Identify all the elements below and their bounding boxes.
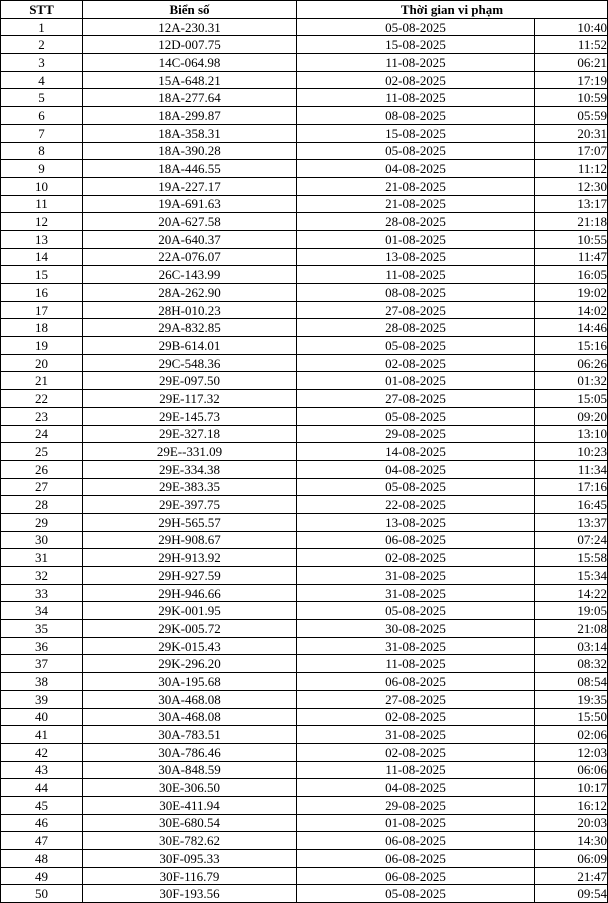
row-plate: 20A-627.58 xyxy=(83,213,297,231)
row-plate: 29E-327.18 xyxy=(83,425,297,443)
row-stt: 50 xyxy=(1,885,83,903)
row-time: 12:03 xyxy=(535,743,608,761)
table-row xyxy=(1,620,608,638)
row-plate: 29H-913.92 xyxy=(83,549,297,567)
row-time: 15:58 xyxy=(535,549,608,567)
row-time: 02:06 xyxy=(535,726,608,744)
table-row xyxy=(1,850,608,868)
row-stt: 7 xyxy=(1,124,83,142)
row-time: 14:30 xyxy=(535,832,608,850)
row-time: 01:32 xyxy=(535,372,608,390)
row-stt: 22 xyxy=(1,390,83,408)
row-stt: 8 xyxy=(1,142,83,160)
row-plate: 30E-411.94 xyxy=(83,796,297,814)
row-plate: 29H-927.59 xyxy=(83,567,297,585)
row-plate: 30A-468.08 xyxy=(83,708,297,726)
table-row xyxy=(1,372,608,390)
row-time: 15:34 xyxy=(535,567,608,585)
row-plate: 19A-691.63 xyxy=(83,195,297,213)
table-row xyxy=(1,567,608,585)
row-plate: 30F-116.79 xyxy=(83,867,297,885)
table-row xyxy=(1,337,608,355)
row-stt: 40 xyxy=(1,708,83,726)
row-stt: 6 xyxy=(1,107,83,125)
row-stt: 29 xyxy=(1,513,83,531)
row-stt: 2 xyxy=(1,36,83,54)
header-stt: STT xyxy=(1,1,83,19)
row-time: 06:26 xyxy=(535,354,608,372)
row-plate: 29A-832.85 xyxy=(83,319,297,337)
row-plate: 29E-383.35 xyxy=(83,478,297,496)
row-plate: 29E-145.73 xyxy=(83,407,297,425)
table-row xyxy=(1,513,608,531)
table-row xyxy=(1,655,608,673)
row-plate: 28H-010.23 xyxy=(83,301,297,319)
row-date: 05-08-2025 xyxy=(297,337,535,355)
row-time: 10:55 xyxy=(535,230,608,248)
row-date: 06-08-2025 xyxy=(297,867,535,885)
row-date: 27-08-2025 xyxy=(297,390,535,408)
row-stt: 49 xyxy=(1,867,83,885)
row-plate: 19A-227.17 xyxy=(83,177,297,195)
row-plate: 18A-299.87 xyxy=(83,107,297,125)
row-stt: 14 xyxy=(1,248,83,266)
row-date: 31-08-2025 xyxy=(297,567,535,585)
row-date: 30-08-2025 xyxy=(297,620,535,638)
row-stt: 34 xyxy=(1,602,83,620)
row-stt: 24 xyxy=(1,425,83,443)
row-stt: 9 xyxy=(1,160,83,178)
row-plate: 18A-446.55 xyxy=(83,160,297,178)
row-time: 10:17 xyxy=(535,779,608,797)
row-date: 02-08-2025 xyxy=(297,549,535,567)
row-time: 13:10 xyxy=(535,425,608,443)
row-plate: 30E-680.54 xyxy=(83,814,297,832)
row-time: 15:16 xyxy=(535,337,608,355)
row-stt: 5 xyxy=(1,89,83,107)
row-stt: 4 xyxy=(1,71,83,89)
row-date: 04-08-2025 xyxy=(297,460,535,478)
row-date: 01-08-2025 xyxy=(297,230,535,248)
row-date: 11-08-2025 xyxy=(297,761,535,779)
table-row xyxy=(1,54,608,72)
row-time: 10:23 xyxy=(535,443,608,461)
table-row xyxy=(1,142,608,160)
row-stt: 25 xyxy=(1,443,83,461)
table-row xyxy=(1,531,608,549)
row-date: 06-08-2025 xyxy=(297,850,535,868)
row-plate: 30A-468.08 xyxy=(83,690,297,708)
row-date: 02-08-2025 xyxy=(297,354,535,372)
table-row xyxy=(1,89,608,107)
row-stt: 32 xyxy=(1,567,83,585)
row-plate: 22A-076.07 xyxy=(83,248,297,266)
row-time: 21:08 xyxy=(535,620,608,638)
row-stt: 46 xyxy=(1,814,83,832)
row-date: 05-08-2025 xyxy=(297,18,535,36)
table-row xyxy=(1,690,608,708)
row-time: 10:40 xyxy=(535,18,608,36)
table-row xyxy=(1,390,608,408)
table-row xyxy=(1,443,608,461)
row-stt: 39 xyxy=(1,690,83,708)
row-date: 05-08-2025 xyxy=(297,407,535,425)
row-plate: 20A-640.37 xyxy=(83,230,297,248)
row-plate: 30A-195.68 xyxy=(83,673,297,691)
row-time: 17:07 xyxy=(535,142,608,160)
row-date: 31-08-2025 xyxy=(297,726,535,744)
table-row xyxy=(1,266,608,284)
row-plate: 30A-786.46 xyxy=(83,743,297,761)
row-date: 31-08-2025 xyxy=(297,584,535,602)
row-stt: 33 xyxy=(1,584,83,602)
row-date: 21-08-2025 xyxy=(297,195,535,213)
table-row xyxy=(1,460,608,478)
row-plate: 29K-296.20 xyxy=(83,655,297,673)
header-violation-time: Thời gian vi phạm xyxy=(297,1,608,19)
table-row xyxy=(1,160,608,178)
row-date: 05-08-2025 xyxy=(297,885,535,903)
row-time: 20:03 xyxy=(535,814,608,832)
table-row xyxy=(1,779,608,797)
row-time: 05:59 xyxy=(535,107,608,125)
table-row xyxy=(1,195,608,213)
row-date: 05-08-2025 xyxy=(297,478,535,496)
row-date: 02-08-2025 xyxy=(297,743,535,761)
row-plate: 29C-548.36 xyxy=(83,354,297,372)
row-stt: 43 xyxy=(1,761,83,779)
row-time: 16:05 xyxy=(535,266,608,284)
row-stt: 42 xyxy=(1,743,83,761)
row-time: 11:47 xyxy=(535,248,608,266)
row-stt: 19 xyxy=(1,337,83,355)
table-row xyxy=(1,832,608,850)
table-row xyxy=(1,478,608,496)
row-plate: 12A-230.31 xyxy=(83,18,297,36)
row-date: 29-08-2025 xyxy=(297,425,535,443)
row-date: 11-08-2025 xyxy=(297,89,535,107)
row-time: 14:46 xyxy=(535,319,608,337)
row-plate: 29E-334.38 xyxy=(83,460,297,478)
row-date: 05-08-2025 xyxy=(297,602,535,620)
row-time: 17:16 xyxy=(535,478,608,496)
row-plate: 15A-648.21 xyxy=(83,71,297,89)
table-row xyxy=(1,18,608,36)
row-plate: 18A-358.31 xyxy=(83,124,297,142)
row-stt: 27 xyxy=(1,478,83,496)
table-row xyxy=(1,796,608,814)
row-date: 29-08-2025 xyxy=(297,796,535,814)
row-time: 19:05 xyxy=(535,602,608,620)
table-row xyxy=(1,284,608,302)
row-stt: 48 xyxy=(1,850,83,868)
table-row xyxy=(1,637,608,655)
row-stt: 23 xyxy=(1,407,83,425)
table-row xyxy=(1,248,608,266)
row-time: 19:35 xyxy=(535,690,608,708)
row-stt: 10 xyxy=(1,177,83,195)
table-row xyxy=(1,867,608,885)
row-plate: 26C-143.99 xyxy=(83,266,297,284)
table-row xyxy=(1,36,608,54)
row-stt: 38 xyxy=(1,673,83,691)
row-plate: 30F-193.56 xyxy=(83,885,297,903)
table-row xyxy=(1,124,608,142)
row-time: 09:54 xyxy=(535,885,608,903)
row-date: 22-08-2025 xyxy=(297,496,535,514)
row-date: 21-08-2025 xyxy=(297,177,535,195)
row-plate: 29H-565.57 xyxy=(83,513,297,531)
row-time: 21:18 xyxy=(535,213,608,231)
row-date: 28-08-2025 xyxy=(297,319,535,337)
row-plate: 12D-007.75 xyxy=(83,36,297,54)
table-row xyxy=(1,708,608,726)
table-row xyxy=(1,814,608,832)
row-stt: 44 xyxy=(1,779,83,797)
row-time: 06:06 xyxy=(535,761,608,779)
table-row xyxy=(1,71,608,89)
row-date: 06-08-2025 xyxy=(297,832,535,850)
table-row xyxy=(1,602,608,620)
row-time: 09:20 xyxy=(535,407,608,425)
row-date: 11-08-2025 xyxy=(297,655,535,673)
table-row xyxy=(1,230,608,248)
row-date: 08-08-2025 xyxy=(297,107,535,125)
row-time: 16:45 xyxy=(535,496,608,514)
row-plate: 29H-908.67 xyxy=(83,531,297,549)
row-stt: 36 xyxy=(1,637,83,655)
table-row xyxy=(1,425,608,443)
row-date: 01-08-2025 xyxy=(297,372,535,390)
row-plate: 30E-782.62 xyxy=(83,832,297,850)
row-date: 15-08-2025 xyxy=(297,36,535,54)
row-plate: 29E-117.32 xyxy=(83,390,297,408)
table-row xyxy=(1,319,608,337)
row-date: 31-08-2025 xyxy=(297,637,535,655)
row-stt: 31 xyxy=(1,549,83,567)
row-plate: 29H-946.66 xyxy=(83,584,297,602)
row-stt: 41 xyxy=(1,726,83,744)
row-stt: 12 xyxy=(1,213,83,231)
row-plate: 28A-262.90 xyxy=(83,284,297,302)
row-stt: 47 xyxy=(1,832,83,850)
table-row xyxy=(1,549,608,567)
row-plate: 14C-064.98 xyxy=(83,54,297,72)
table-row xyxy=(1,726,608,744)
row-stt: 20 xyxy=(1,354,83,372)
row-stt: 37 xyxy=(1,655,83,673)
row-date: 06-08-2025 xyxy=(297,673,535,691)
table-row xyxy=(1,354,608,372)
row-time: 06:09 xyxy=(535,850,608,868)
row-time: 15:50 xyxy=(535,708,608,726)
row-time: 15:05 xyxy=(535,390,608,408)
row-date: 05-08-2025 xyxy=(297,142,535,160)
row-time: 10:59 xyxy=(535,89,608,107)
row-date: 15-08-2025 xyxy=(297,124,535,142)
row-date: 27-08-2025 xyxy=(297,301,535,319)
table-row xyxy=(1,743,608,761)
table-row xyxy=(1,177,608,195)
row-time: 08:32 xyxy=(535,655,608,673)
row-date: 13-08-2025 xyxy=(297,513,535,531)
table-row xyxy=(1,885,608,903)
table-row xyxy=(1,584,608,602)
row-stt: 15 xyxy=(1,266,83,284)
table-row xyxy=(1,761,608,779)
row-time: 19:02 xyxy=(535,284,608,302)
row-date: 13-08-2025 xyxy=(297,248,535,266)
row-stt: 11 xyxy=(1,195,83,213)
row-stt: 13 xyxy=(1,230,83,248)
row-date: 02-08-2025 xyxy=(297,71,535,89)
row-date: 11-08-2025 xyxy=(297,266,535,284)
row-date: 27-08-2025 xyxy=(297,690,535,708)
row-date: 06-08-2025 xyxy=(297,531,535,549)
row-plate: 29K-015.43 xyxy=(83,637,297,655)
row-stt: 26 xyxy=(1,460,83,478)
row-time: 17:19 xyxy=(535,71,608,89)
row-time: 11:34 xyxy=(535,460,608,478)
row-stt: 17 xyxy=(1,301,83,319)
row-time: 13:17 xyxy=(535,195,608,213)
row-time: 16:12 xyxy=(535,796,608,814)
row-stt: 3 xyxy=(1,54,83,72)
table-row xyxy=(1,213,608,231)
row-time: 08:54 xyxy=(535,673,608,691)
row-stt: 16 xyxy=(1,284,83,302)
row-date: 14-08-2025 xyxy=(297,443,535,461)
row-stt: 21 xyxy=(1,372,83,390)
row-stt: 30 xyxy=(1,531,83,549)
table-row xyxy=(1,673,608,691)
row-date: 04-08-2025 xyxy=(297,160,535,178)
table-row xyxy=(1,496,608,514)
row-time: 21:47 xyxy=(535,867,608,885)
header-plate: Biển số xyxy=(83,1,297,19)
row-date: 28-08-2025 xyxy=(297,213,535,231)
row-time: 12:30 xyxy=(535,177,608,195)
row-stt: 35 xyxy=(1,620,83,638)
row-date: 04-08-2025 xyxy=(297,779,535,797)
row-plate: 29E-097.50 xyxy=(83,372,297,390)
row-time: 06:21 xyxy=(535,54,608,72)
row-time: 11:52 xyxy=(535,36,608,54)
row-time: 07:24 xyxy=(535,531,608,549)
row-date: 01-08-2025 xyxy=(297,814,535,832)
row-plate: 29E--331.09 xyxy=(83,443,297,461)
table-row xyxy=(1,301,608,319)
header-row xyxy=(1,1,608,19)
row-plate: 18A-277.64 xyxy=(83,89,297,107)
row-plate: 29K-001.95 xyxy=(83,602,297,620)
row-time: 14:22 xyxy=(535,584,608,602)
row-plate: 30A-848.59 xyxy=(83,761,297,779)
row-plate: 18A-390.28 xyxy=(83,142,297,160)
row-plate: 29K-005.72 xyxy=(83,620,297,638)
row-stt: 28 xyxy=(1,496,83,514)
row-date: 11-08-2025 xyxy=(297,54,535,72)
row-plate: 30E-306.50 xyxy=(83,779,297,797)
row-plate: 29B-614.01 xyxy=(83,337,297,355)
table-row xyxy=(1,407,608,425)
row-time: 03:14 xyxy=(535,637,608,655)
row-stt: 45 xyxy=(1,796,83,814)
row-plate: 30A-783.51 xyxy=(83,726,297,744)
row-plate: 29E-397.75 xyxy=(83,496,297,514)
row-date: 08-08-2025 xyxy=(297,284,535,302)
row-time: 11:12 xyxy=(535,160,608,178)
row-time: 14:02 xyxy=(535,301,608,319)
row-stt: 18 xyxy=(1,319,83,337)
row-date: 02-08-2025 xyxy=(297,708,535,726)
row-time: 20:31 xyxy=(535,124,608,142)
row-stt: 1 xyxy=(1,18,83,36)
row-time: 13:37 xyxy=(535,513,608,531)
row-plate: 30F-095.33 xyxy=(83,850,297,868)
table-row xyxy=(1,107,608,125)
